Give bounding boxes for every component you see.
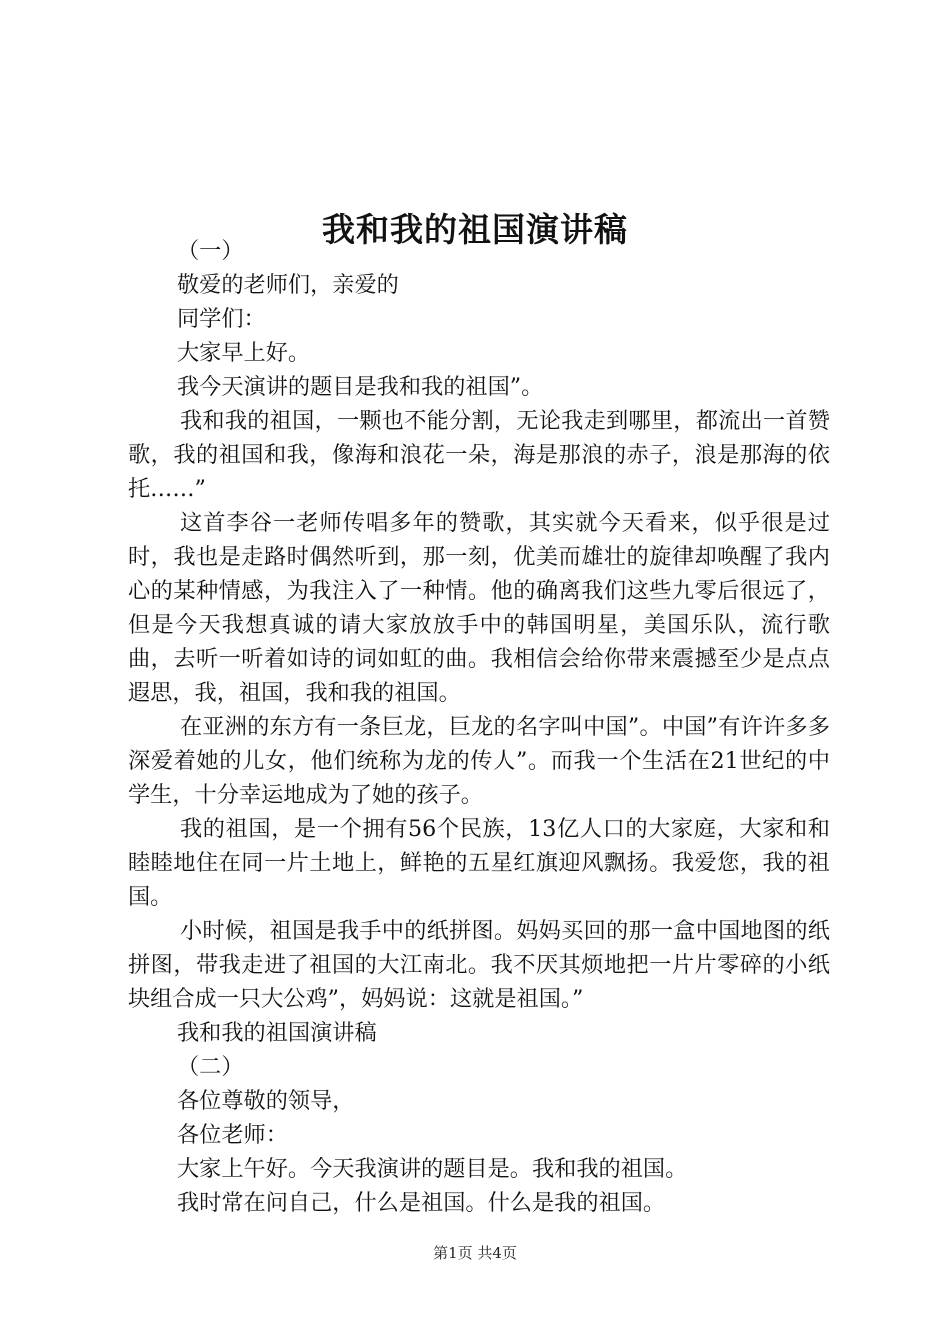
paragraph: 各位老师： bbox=[177, 1122, 288, 1148]
paragraph: 这首李谷一老师传唱多年的赞歌，其实就今天看来，似乎很是过时，我也是走路时偶然听到，那一刻，优美而雄壮的旋律却唤醒了我内心的某种情感，为我注入了一种情。他的确离我们这些九零后很远了，但是今天我想真诚的请大家放放手中的韩国明星，美国乐队，流行歌曲，去听一听着如诗的词如虹的曲。我相信会给你带来震撼至少是点点遐思，我，祖国，我和我的祖国。 bbox=[128, 510, 830, 706]
paragraph: 小时候，祖国是我手中的纸拼图。妈妈买回的那一盒中国地图的纸拼图，带我走进了祖国的大江南北。我不厌其烦地把一片片零碎的小纸块组合成一只大公鸡”，妈妈说：这就是祖国。” bbox=[128, 918, 830, 1012]
document-title: 我和我的祖国演讲稿 bbox=[322, 210, 628, 250]
paragraph: 我的祖国，是一个拥有56个民族，13亿人口的大家庭，大家和和睦睦地住在同一片土地上，鲜艳的五星红旗迎风飘扬。我爱您，我的祖国。 bbox=[128, 816, 830, 910]
paragraph: 在亚洲的东方有一条巨龙，巨龙的名字叫中国”。中国”有许许多多深爱着她的儿女，他们统称为龙的传人”。而我一个生活在21世纪的中学生，十分幸运地成为了她的孩子。 bbox=[128, 714, 830, 808]
paragraph: 大家上午好。今天我演讲的题目是。我和我的祖国。 bbox=[177, 1156, 688, 1182]
paragraph: 各位尊敬的领导， bbox=[177, 1088, 355, 1114]
paragraph: 大家早上好。 bbox=[177, 340, 311, 366]
paragraph: 我时常在问自己，什么是祖国。什么是我的祖国。 bbox=[177, 1190, 666, 1216]
section-heading: 我和我的祖国演讲稿 bbox=[177, 1020, 377, 1046]
page-indicator: 第1页 共4页 bbox=[433, 1244, 517, 1262]
paragraph: 我今天演讲的题目是我和我的祖国”。 bbox=[177, 374, 544, 400]
paragraph: （一） bbox=[177, 238, 244, 264]
paragraph: 同学们： bbox=[177, 306, 266, 332]
paragraph: 我和我的祖国，一颗也不能分割，无论我走到哪里，都流出一首赞歌，我的祖国和我，像海和浪花一朵，海是那浪的赤子，浪是那海的依托……” bbox=[128, 408, 830, 502]
paragraph: 敬爱的老师们，亲爱的 bbox=[177, 272, 399, 298]
document-body bbox=[128, 234, 830, 1220]
paragraph: （二） bbox=[177, 1054, 244, 1080]
